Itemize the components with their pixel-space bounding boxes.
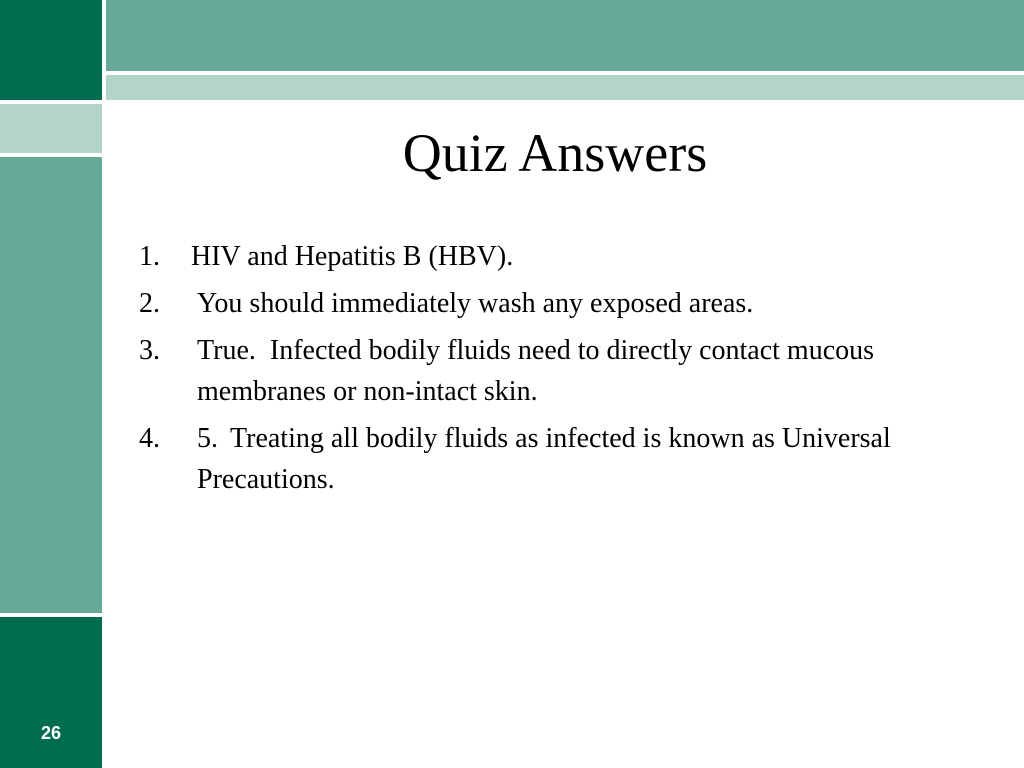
answer-item-4	[139, 418, 939, 500]
answer-number: 4.	[139, 423, 160, 454]
left-mid-block	[0, 157, 102, 613]
page-number: 26	[40, 723, 62, 743]
left-top-dark-block	[0, 0, 102, 100]
answer-text: True. Infected bodily fluids need to directly contact mucous membranes or non-intact skin.	[197, 335, 882, 407]
answer-item-3	[139, 330, 939, 412]
top-bar-mid	[106, 0, 1024, 71]
answer-item-1	[139, 236, 939, 277]
answer-number: 3.	[139, 335, 160, 366]
left-light-block	[0, 104, 102, 153]
answer-item-2	[139, 283, 939, 324]
answer-number: 1.	[139, 241, 160, 272]
answer-body: Treating all bodily fluids as infected is known as Universal Precautions.	[197, 423, 891, 495]
slide-title: Quiz Answers	[402, 123, 708, 183]
answer-lead: 5.	[197, 423, 218, 454]
top-bar-light	[106, 75, 1024, 100]
left-bottom-dark-block	[0, 617, 102, 768]
answer-text: HIV and Hepatitis B (HBV).	[191, 241, 514, 272]
answer-text	[197, 423, 891, 495]
answer-text: You should immediately wash any exposed areas.	[197, 288, 754, 319]
answer-number: 2.	[139, 288, 160, 319]
answers-list	[139, 236, 939, 506]
